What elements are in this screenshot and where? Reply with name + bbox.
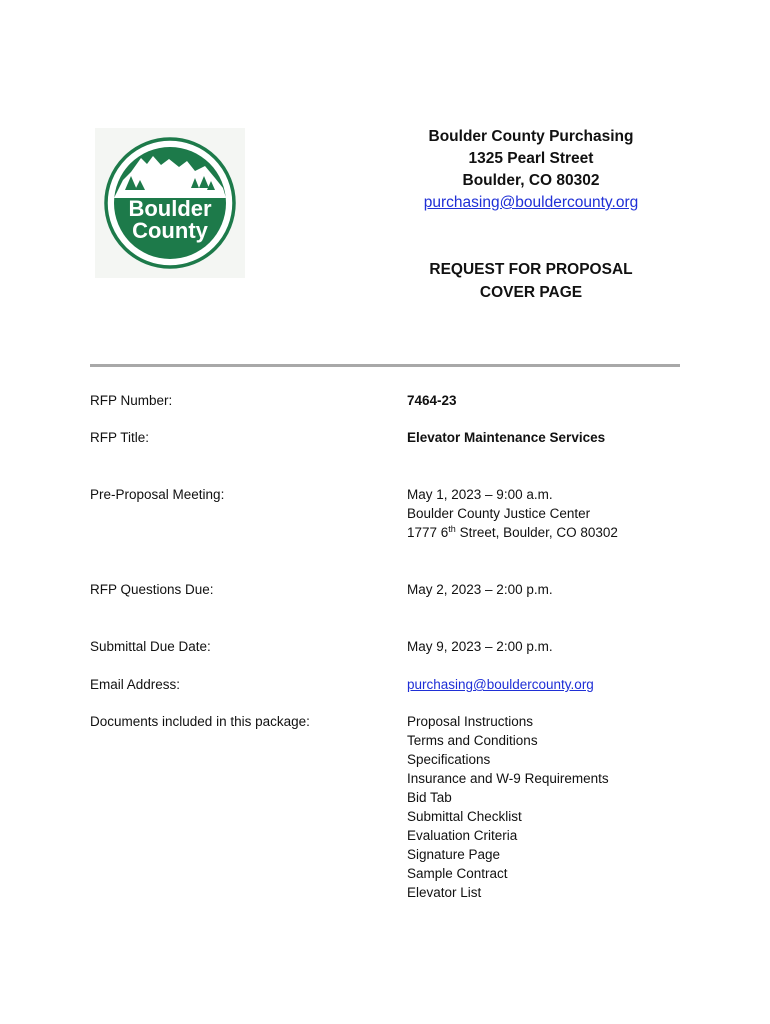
- city-state-zip: Boulder, CO 80302: [462, 172, 600, 189]
- rfp-title-value: Elevator Maintenance Services: [407, 430, 606, 445]
- email-address-link[interactable]: purchasing@bouldercounty.org: [407, 677, 594, 692]
- document-item: Sample Contract: [407, 866, 508, 881]
- document-item: Bid Tab: [407, 790, 452, 805]
- section-divider: [90, 364, 680, 367]
- document-item: Insurance and W-9 Requirements: [407, 771, 609, 786]
- header-email-link[interactable]: purchasing@bouldercounty.org: [423, 194, 639, 211]
- pre-proposal-value: [407, 485, 618, 542]
- street-address: 1325 Pearl Street: [468, 150, 594, 167]
- pre-proposal-venue: Boulder County Justice Center: [407, 506, 591, 521]
- address-number: 1777 6: [407, 525, 449, 540]
- title-line-1: REQUEST FOR PROPOSAL: [429, 261, 633, 278]
- address-rest: Street, Boulder, CO 80302: [455, 525, 618, 540]
- boulder-county-logo: [95, 128, 245, 278]
- purchasing-address-block: [400, 126, 662, 214]
- email-address-label: Email Address:: [90, 677, 181, 692]
- org-name: Boulder County Purchasing: [428, 128, 634, 145]
- title-line-2: COVER PAGE: [479, 284, 583, 301]
- submittal-due-label: Submittal Due Date:: [90, 639, 211, 654]
- logo-graphic: [95, 128, 245, 278]
- document-item: Specifications: [407, 752, 491, 767]
- document-item: Submittal Checklist: [407, 809, 522, 824]
- questions-due-value: May 2, 2023 – 2:00 p.m.: [407, 582, 553, 597]
- rfp-number-label: RFP Number:: [90, 393, 173, 408]
- documents-list: [407, 712, 609, 902]
- address-ordinal: th: [448, 524, 456, 534]
- pre-proposal-date: May 1, 2023 – 9:00 a.m.: [407, 487, 553, 502]
- document-item: Elevator List: [407, 885, 482, 900]
- document-item: Proposal Instructions: [407, 714, 534, 729]
- rfp-title-label: RFP Title:: [90, 430, 150, 445]
- logo-text-boulder: Boulder: [128, 196, 212, 221]
- document-title: [400, 258, 662, 304]
- questions-due-label: RFP Questions Due:: [90, 582, 214, 597]
- logo-text-county: County: [132, 218, 208, 243]
- document-item: Terms and Conditions: [407, 733, 538, 748]
- pre-proposal-address: [407, 523, 618, 542]
- rfp-number-value: 7464-23: [407, 393, 457, 408]
- email-address-value: [407, 675, 594, 694]
- document-item: Evaluation Criteria: [407, 828, 518, 843]
- pre-proposal-label: Pre-Proposal Meeting:: [90, 487, 225, 502]
- document-item: Signature Page: [407, 847, 501, 862]
- documents-label: Documents included in this package:: [90, 714, 310, 729]
- submittal-due-value: May 9, 2023 – 2:00 p.m.: [407, 639, 553, 654]
